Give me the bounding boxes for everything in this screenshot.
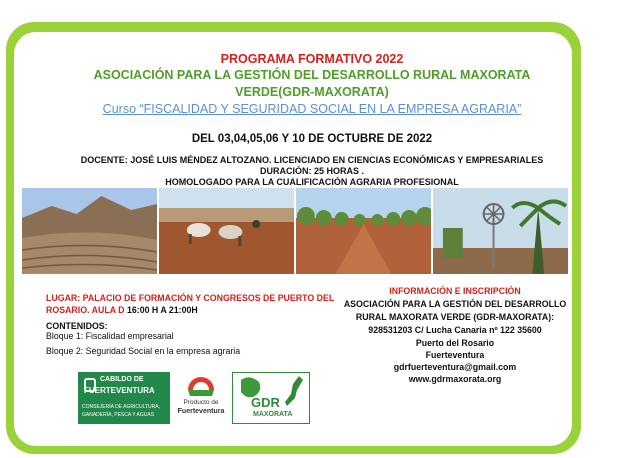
location-time: 16:00 H A 21:00H	[126, 305, 198, 315]
producto-line1: Producto de	[183, 399, 219, 406]
ploughing-oxen-photo	[159, 188, 294, 274]
info-line1: ASOCIACIÓN PARA LA GESTIÓN DEL DESARROLLO	[343, 299, 567, 309]
cabildo-name-line1: CABILDO DE	[100, 376, 144, 383]
producto-line2: Fuerteventura	[177, 408, 225, 415]
cabildo-dept-line1: CONSEJERÍA DE AGRICULTURA,	[82, 404, 160, 410]
fuerteventura-island-icon	[283, 376, 305, 406]
course-title: Curso “FISCALIDAD Y SEGURIDAD SOCIAL EN LA EMPRESA AGRARIA”	[102, 102, 522, 116]
location-label: LUGAR:	[46, 293, 81, 303]
info-line5: Fuerteventura	[425, 350, 485, 360]
info-line3: 928531203 C/ Lucha Canaria nº 122 35600	[368, 325, 542, 335]
producto-emblem-icon	[186, 374, 216, 398]
info-line2: RURAL MAXORATA VERDE (GDR-MAXORATA):	[355, 312, 555, 322]
info-line4: Puerto del Rosario	[415, 338, 495, 348]
producto-fuerteventura-logo	[172, 372, 230, 424]
homologated-line: HOMOLOGADO PARA LA CUALIFICACIÓN AGRARIA PROFESIONAL	[165, 177, 459, 187]
location-line1	[46, 293, 334, 303]
contents-block2: Bloque 2: Seguridad Social en la empresa agraria	[46, 346, 241, 356]
info-website[interactable]: www.gdrmaxorata.org	[408, 374, 502, 384]
gdr-line1: GDR	[251, 395, 280, 410]
cabildo-logo	[78, 372, 170, 424]
windmill-palms-photo	[433, 188, 568, 274]
volcanic-fields-photo	[22, 188, 157, 274]
info-email[interactable]: gdrfuerteventura@gmail.com	[393, 362, 517, 372]
gdr-maxorata-logo	[232, 372, 310, 424]
cabildo-dept-line2: GANADERÍA, PESCA Y AGUAS	[82, 412, 155, 418]
contents-block1: Bloque 1: Fiscalidad empresarial	[46, 331, 174, 341]
association-title-line2: VERDE(GDR-MAXORATA)	[235, 85, 389, 99]
location-place-line2: ROSARIO. AULA D	[46, 305, 125, 315]
contents-heading: CONTENIDOS:	[46, 321, 108, 331]
info-heading: INFORMACIÓN E INSCRIPCIÓN	[389, 286, 521, 296]
location-place-line1: PALACIO DE FORMACIÓN Y CONGRESOS DE PUERTO DEL	[82, 293, 335, 303]
program-title: PROGRAMA FORMATIVO 2022	[220, 52, 404, 66]
course-dates: DEL 03,04,05,06 Y 10 DE OCTUBRE DE 2022	[191, 133, 433, 145]
cabildo-name-line2: FUERTEVENTURA	[84, 386, 155, 395]
gdr-line2: MAXORATA	[253, 411, 293, 418]
location-line2	[46, 305, 198, 315]
teacher-line: DOCENTE: JOSÉ LUIS MÉNDEZ ALTOZANO. LICENCIADO EN CIENCIAS ECONÓMICAS Y EMPRESARIALES	[80, 155, 544, 165]
photo-strip	[22, 188, 568, 274]
duration-line: DURACIÓN: 25 HORAS .	[259, 166, 364, 176]
tree-plantation-photo	[296, 188, 431, 274]
association-title-line1: ASOCIACIÓN PARA LA GESTIÓN DEL DESARROLLO RURAL MAXORATA	[93, 68, 531, 82]
